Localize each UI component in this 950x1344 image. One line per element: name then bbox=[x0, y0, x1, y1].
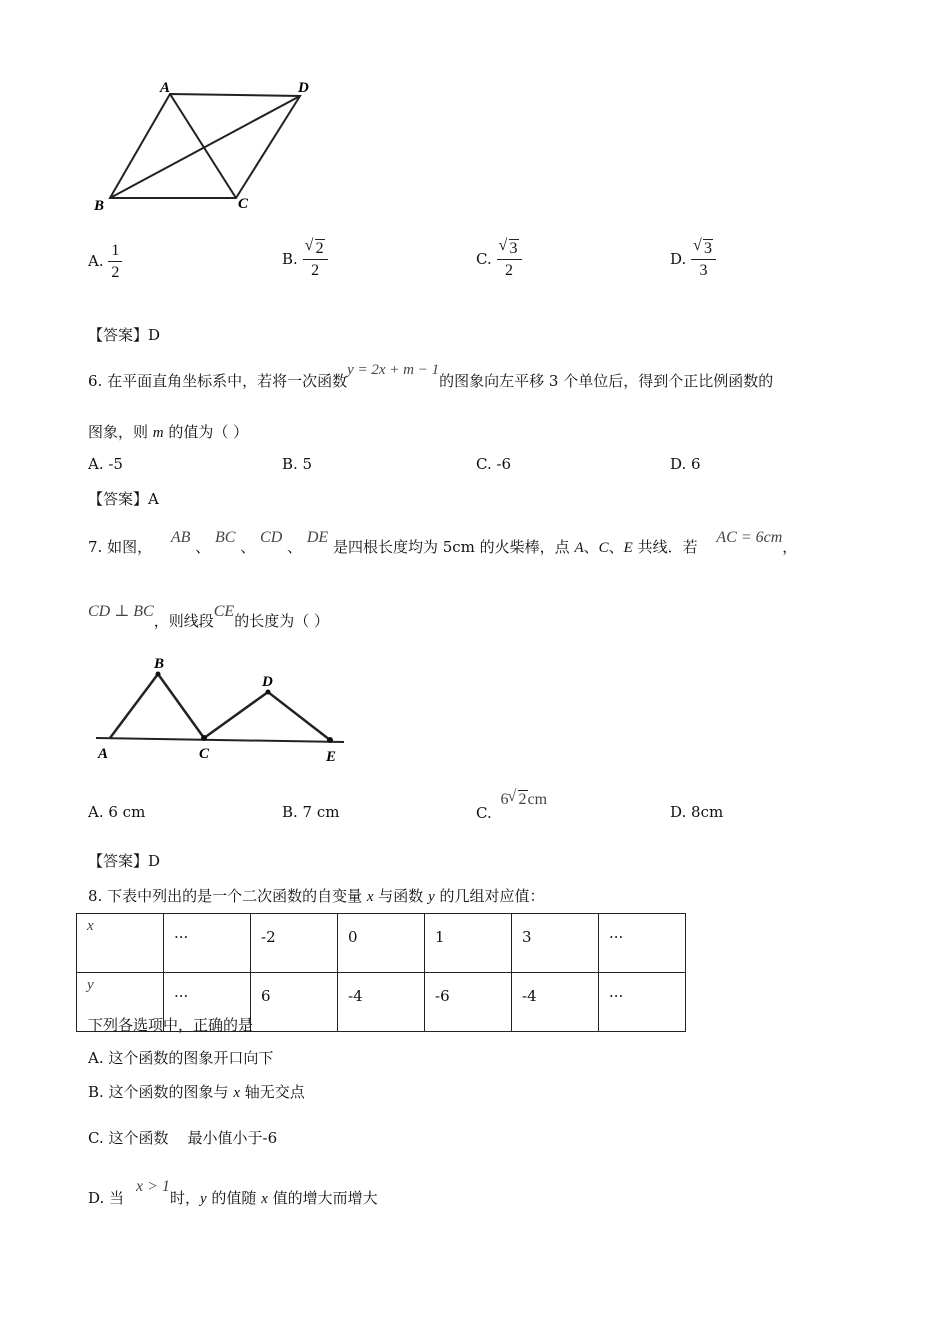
q5-option-a: A. $\frac{1}{2}$ bbox=[88, 243, 122, 281]
table-cell: x bbox=[77, 914, 164, 973]
q5-option-d: D. √ $\frac{3}{3}$ bbox=[670, 241, 716, 279]
table-cell: ··· bbox=[599, 973, 686, 1032]
parallelogram-figure bbox=[88, 74, 328, 219]
point-label-d: D bbox=[262, 674, 273, 690]
table-cell: ··· bbox=[164, 914, 251, 973]
table-cell: ··· bbox=[599, 914, 686, 973]
table-row bbox=[77, 914, 686, 973]
q6-formula: y = 2x + m − 1 bbox=[347, 362, 440, 378]
table-cell: -6 bbox=[425, 973, 512, 1032]
q5-option-c: C. √ $\frac{3}{2}$ bbox=[476, 241, 522, 279]
q8-option-a: A. 这个函数的图象开口向下 bbox=[88, 1049, 274, 1067]
q7-stem-line1: 7. 如图， AB 、 BC 、 CD 、 DE 是四根长度均为 5cm 的火柴棒，点 A、C、E 共线．若 AC = 6cm， bbox=[88, 529, 798, 556]
q5-option-b: B. √ $\frac{2}{2}$ bbox=[282, 241, 328, 279]
q6-stem-line1: 6. 在平面直角坐标系中，若将一次函数y = 2x + m − 1的图象向左平移 3 个单位后，得到个正比例函数的 bbox=[88, 362, 774, 390]
table-cell: ··· bbox=[164, 973, 251, 1032]
point-label-b: B bbox=[154, 656, 165, 672]
table-cell: 1 bbox=[425, 914, 512, 973]
q6-option-d: D. 6 bbox=[670, 455, 701, 473]
table-cell: 3 bbox=[512, 914, 599, 973]
q8-option-c: C. 这个函数 最小值小于-6 bbox=[88, 1129, 278, 1147]
table-cell: -4 bbox=[512, 973, 599, 1032]
q7-stem-line2: CD ⊥ BC，则线段CE的长度为（ ） bbox=[88, 603, 329, 630]
q6-option-a: A. -5 bbox=[88, 455, 123, 473]
vertex-label-d: D bbox=[298, 80, 309, 96]
vertex-label-c: C bbox=[238, 196, 249, 212]
q7-option-d: D. 8cm bbox=[670, 803, 724, 821]
vertex-label-a: A bbox=[160, 80, 171, 96]
table-cell: -4 bbox=[338, 973, 425, 1032]
q7-option-b: B. 7 cm bbox=[282, 803, 340, 821]
vertex-label-b: B bbox=[94, 198, 105, 214]
table-cell: 0 bbox=[338, 914, 425, 973]
table-cell: y bbox=[77, 973, 164, 1032]
table-cell: -2 bbox=[251, 914, 338, 973]
point-label-c: C bbox=[199, 746, 210, 762]
q7-answer: 【答案】D bbox=[88, 852, 161, 870]
q7-option-a: A. 6 cm bbox=[88, 803, 146, 821]
point-label-e: E bbox=[326, 749, 337, 765]
q8-stem: 8. 下表中列出的是一个二次函数的自变量 x 与函数 y 的几组对应值： bbox=[88, 887, 545, 905]
q8-option-b: B. 这个函数的图象与 x 轴无交点 bbox=[88, 1083, 305, 1101]
q8-option-d: D. 当x > 1时，y 的值随 x 值的增大而增大 bbox=[88, 1178, 378, 1207]
q6-option-b: B. 5 bbox=[282, 455, 313, 473]
q6-answer: 【答案】A bbox=[88, 490, 159, 508]
q8-prompt: 下列各选项中，正确的是 bbox=[88, 1016, 254, 1034]
q7-option-c: C. 6√ 2cm bbox=[476, 790, 547, 809]
matchsticks-figure bbox=[92, 652, 352, 772]
q6-stem-line2: 图象，则 m 的值为（ ） bbox=[88, 423, 249, 441]
point-label-a: A bbox=[98, 746, 109, 762]
q5-answer: 【答案】D bbox=[88, 326, 161, 344]
q6-option-c: C. -6 bbox=[476, 455, 512, 473]
table-cell: 6 bbox=[251, 973, 338, 1032]
